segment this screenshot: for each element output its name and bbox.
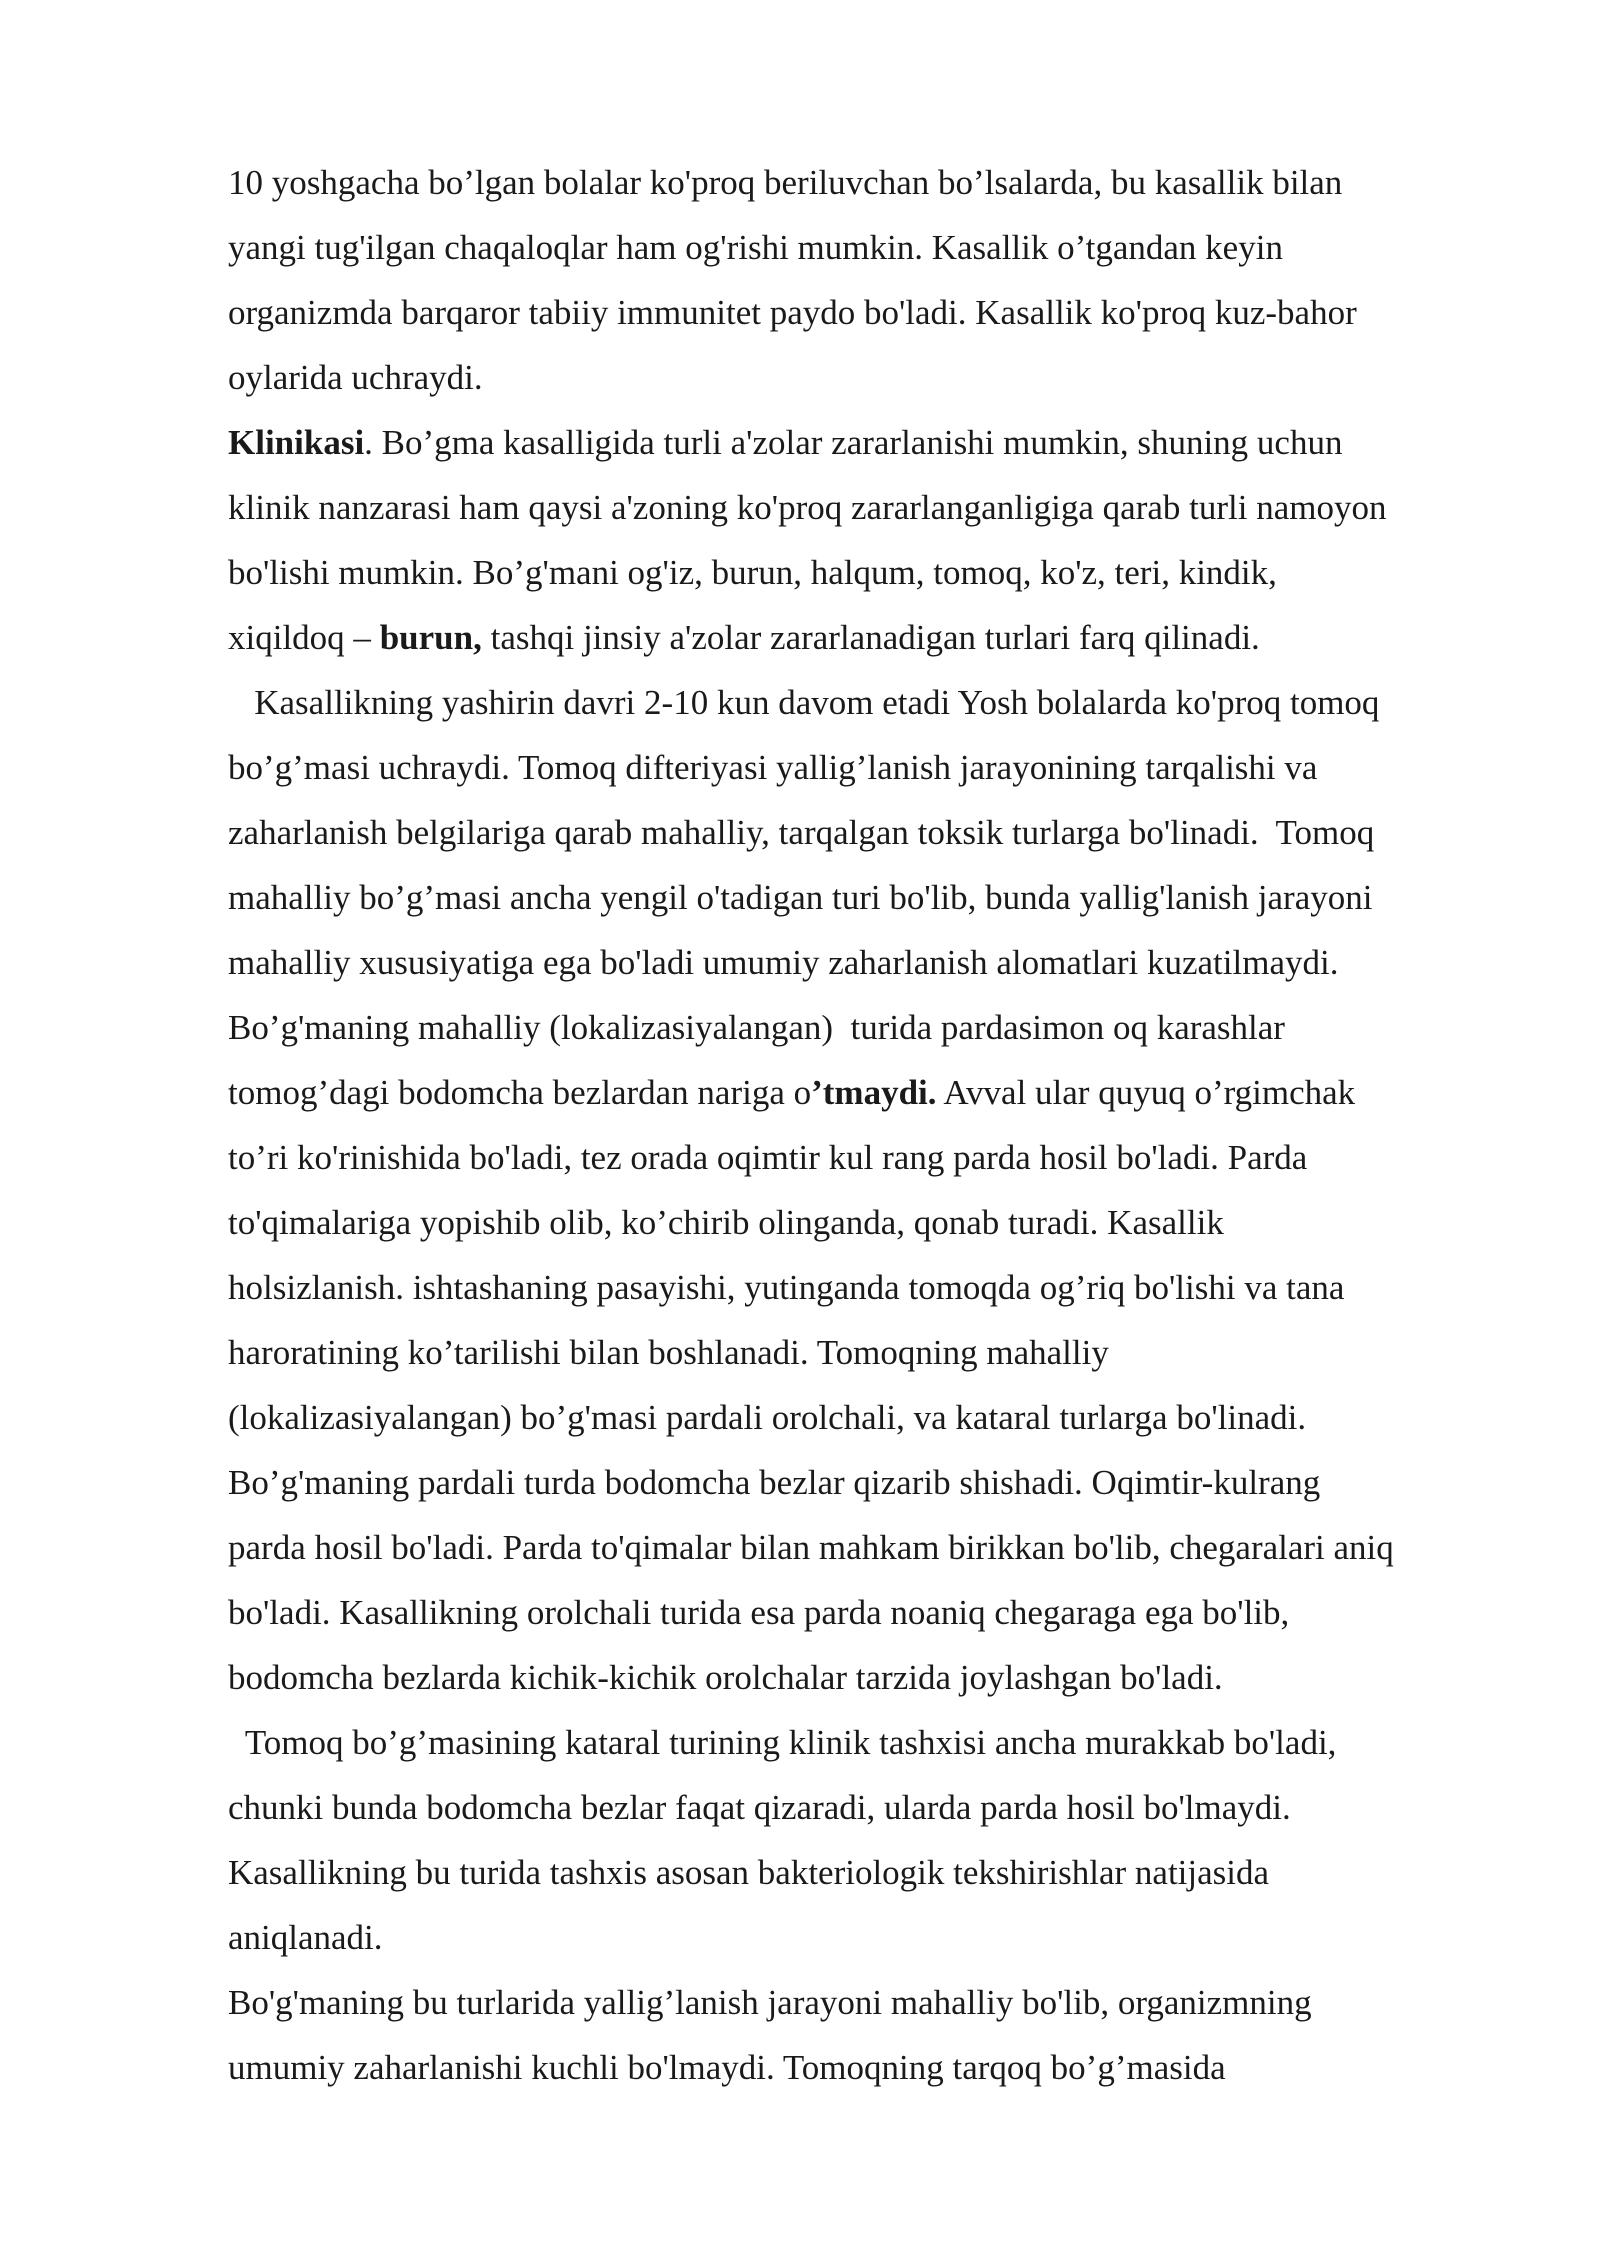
text-line xyxy=(228,410,1528,475)
text-line: Kasallikning bu turida tashxis asosan bakteriologik tekshirishlar natijasida xyxy=(228,1853,1270,1892)
text-line: Tomoq bo’g’masining kataral turining klinik tashxisi ancha murakkab bo'ladi, xyxy=(228,1723,1337,1762)
text-run: . Bo’gma kasalligida turli a'zolar zararlanishi mumkin, shuning uchun xyxy=(364,423,1343,462)
text-line: holsizlanish. ishtashaning pasayishi, yutinganda tomoqda og’riq bo'lishi va tana xyxy=(228,1268,1345,1307)
text-line: oylarida uchraydi. xyxy=(228,358,483,397)
text-line xyxy=(228,605,1528,670)
text-line: bo'ladi. Kasallikning orolchali turida esa parda noaniq chegaraga ega bo'lib, xyxy=(228,1593,1290,1632)
text-run: tomog’dagi bodomcha bezlardan nariga o xyxy=(228,1073,812,1112)
body-text xyxy=(228,150,1528,2100)
text-line: to'qimalariga yopishib olib, ko’chirib olinganda, qonab turadi. Kasallik xyxy=(228,1203,1224,1242)
text-line xyxy=(228,1060,1528,1125)
text-line: bodomcha bezlarda kichik-kichik orolchalar tarzida joylashgan bo'ladi. xyxy=(228,1658,1223,1697)
text-line: mahalliy xususiyatiga ega bo'ladi umumiy zaharlanish alomatlari kuzatilmaydi. xyxy=(228,943,1339,982)
bold-term: Klinikasi xyxy=(228,423,365,462)
text-line: bo'lishi mumkin. Bo’g'mani og'iz, burun, halqum, tomoq, ko'z, teri, kindik, xyxy=(228,553,1277,592)
text-line: Bo’g'maning mahalliy (lokalizasiyalangan) turida pardasimon oq karashlar xyxy=(228,1008,1285,1047)
text-run: xiqildoq – xyxy=(228,618,380,657)
text-line: mahalliy bo’g’masi ancha yengil o'tadigan turi bo'lib, bunda yallig'lanish jarayoni xyxy=(228,878,1373,917)
text-line: organizmda barqaror tabiiy immunitet paydo bo'ladi. Kasallik ko'proq kuz-bahor xyxy=(228,293,1357,332)
text-line: klinik nanzarasi ham qaysi a'zoning ko'proq zararlanganligiga qarab turli namoyon xyxy=(228,488,1387,527)
text-line: yangi tug'ilgan chaqaloqlar ham og'rishi mumkin. Kasallik o’tgandan keyin xyxy=(228,228,1283,267)
text-run: tashqi jinsiy a'zolar zararlanadigan turlari farq qilinadi. xyxy=(481,618,1260,657)
text-line: haroratining ko’tarilishi bilan boshlanadi. Tomoqning mahalliy xyxy=(228,1333,1109,1372)
text-line: 10 yoshgacha bo’lgan bolalar ko'proq beriluvchan bo’lsalarda, bu kasallik bilan xyxy=(228,163,1343,202)
text-line: to’ri ko'rinishida bo'ladi, tez orada oqimtir kul rang parda hosil bo'ladi. Parda xyxy=(228,1138,1308,1177)
text-line: bo’g’masi uchraydi. Tomoq difteriyasi yallig’lanish jarayonining tarqalishi va xyxy=(228,748,1318,787)
text-run: Avval ular quyuq o’rgimchak xyxy=(936,1073,1356,1112)
text-line: chunki bunda bodomcha bezlar faqat qizaradi, ularda parda hosil bo'lmaydi. xyxy=(228,1788,1291,1827)
text-line: Bo’g'maning pardali turda bodomcha bezlar qizarib shishadi. Oqimtir-kulrang xyxy=(228,1463,1321,1502)
text-line: Bo'g'maning bu turlarida yallig’lanish jarayoni mahalliy bo'lib, organizmning xyxy=(228,1983,1312,2022)
bold-term: ’tmaydi. xyxy=(811,1073,937,1112)
bold-term: burun, xyxy=(379,618,482,657)
text-line: Kasallikning yashirin davri 2-10 kun davom etadi Yosh bolalarda ko'proq tomoq xyxy=(228,683,1380,722)
text-line: zaharlanish belgilariga qarab mahalliy, tarqalgan toksik turlarga bo'linadi. Tomoq xyxy=(228,813,1375,852)
text-line: umumiy zaharlanishi kuchli bo'lmaydi. Tomoqning tarqoq bo’g’masida xyxy=(228,2048,1226,2087)
text-line: aniqlanadi. xyxy=(228,1918,383,1957)
text-line: (lokalizasiyalangan) bo’g'masi pardali orolchali, va kataral turlarga bo'linadi. xyxy=(228,1398,1307,1437)
text-line: parda hosil bo'ladi. Parda to'qimalar bilan mahkam birikkan bo'lib, chegaralari aniq xyxy=(228,1528,1394,1567)
